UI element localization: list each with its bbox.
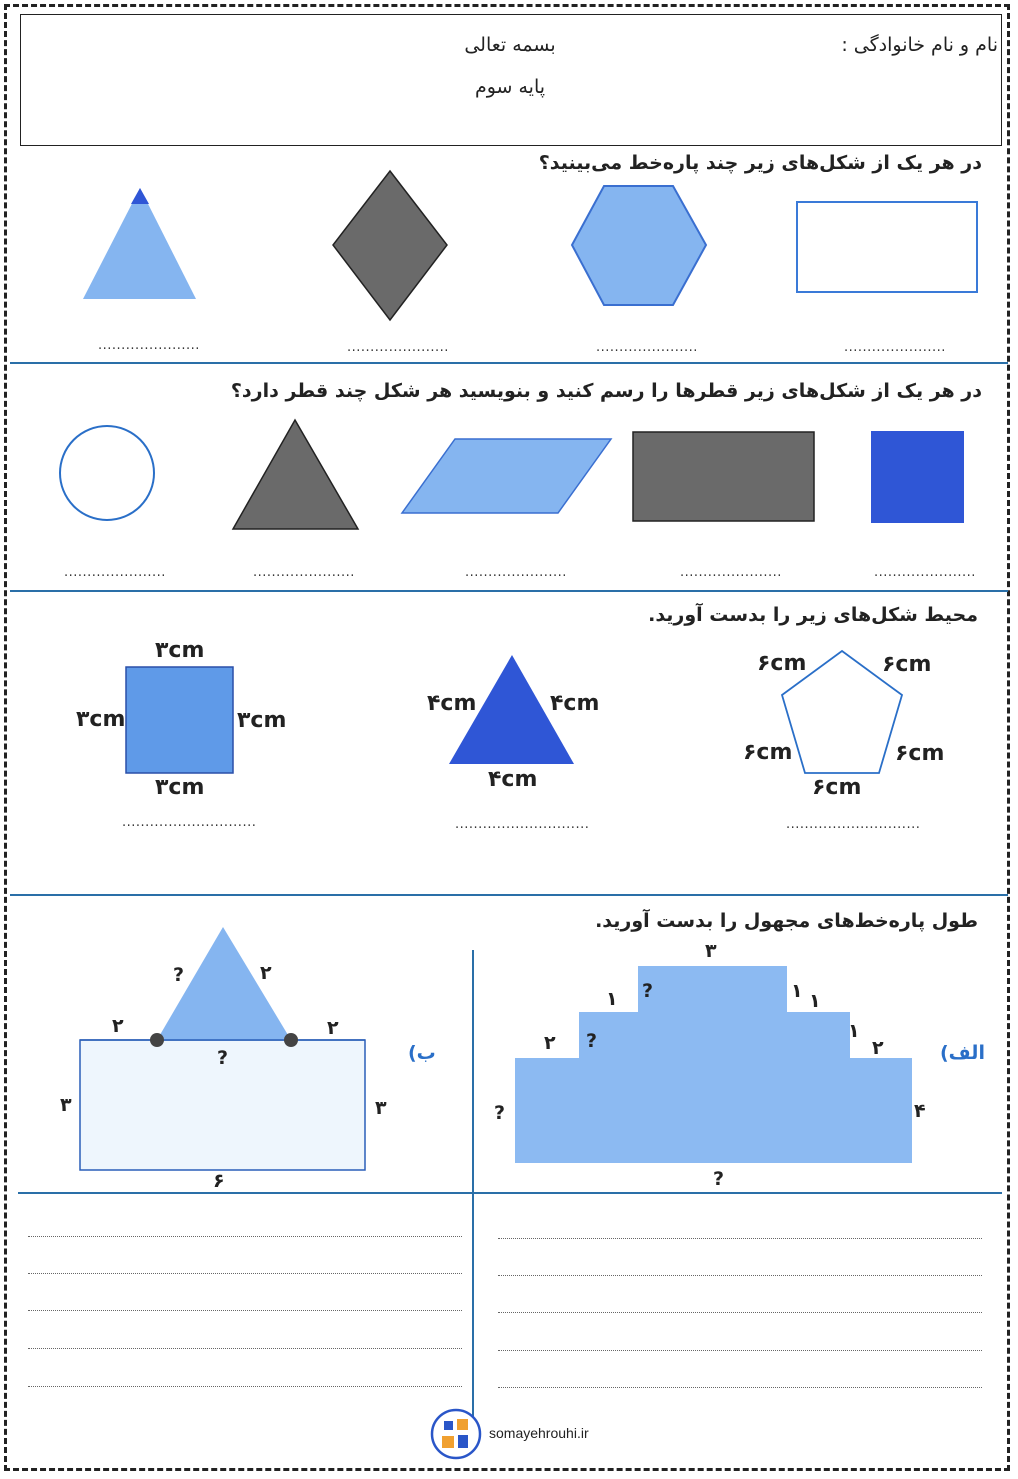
writing-line-b-1[interactable] <box>28 1236 462 1237</box>
part-a-bottom: ? <box>713 1168 725 1190</box>
triangle-bottom-label: ۴cm <box>488 767 538 792</box>
square-top-label: ۳cm <box>155 638 205 663</box>
answer-blank-gray-rectangle[interactable]: ...................... <box>680 565 782 580</box>
triangle-left-label: ۴cm <box>427 691 477 716</box>
triangle-right-label: ۴cm <box>550 691 600 716</box>
part-a-top-label: ۳ <box>705 940 717 962</box>
part-a-left-side: ? <box>494 1102 506 1124</box>
question-2: در هر یک از شکل‌های زیر قطرها را رسم کنید و بنویسید هر شکل چند قطر دارد؟ <box>230 380 982 402</box>
answer-blank-circle[interactable]: ...................... <box>64 565 166 580</box>
part-a-left-question: ? <box>586 1030 598 1052</box>
part-a-step-one-a: ۱ <box>606 988 618 1010</box>
square-left-label: ۳cm <box>76 707 126 732</box>
part-a-label: الف) <box>940 1042 985 1064</box>
pentagon-top-right-label: ۶cm <box>882 652 932 677</box>
part-b-middle: ? <box>217 1047 229 1069</box>
part-b-bottom: ۶ <box>213 1170 225 1192</box>
answer-blank-pentagon[interactable]: ............................. <box>786 817 921 832</box>
pentagon-mid-left-label: ۶cm <box>743 740 793 765</box>
answer-blank-blue-triangle[interactable]: ............................. <box>455 817 590 832</box>
pentagon-top-left-label: ۶cm <box>757 651 807 676</box>
pentagon-bottom-label: ۶cm <box>812 775 862 800</box>
part-a-step-question: ? <box>642 980 654 1002</box>
square-right-label: ۳cm <box>237 708 287 733</box>
part-a-right-two: ۲ <box>872 1037 884 1059</box>
writing-line-b-4[interactable] <box>28 1348 462 1349</box>
part-b-right-side: ۳ <box>375 1097 387 1119</box>
writing-line-a-4[interactable] <box>498 1350 982 1351</box>
left-vertex-dot <box>150 1033 164 1047</box>
part-a-left-two: ۲ <box>544 1032 556 1054</box>
answer-blank-square[interactable]: ...................... <box>874 565 976 580</box>
answer-blank-rectangle[interactable]: ...................... <box>844 340 946 355</box>
writing-line-a-2[interactable] <box>498 1275 982 1276</box>
grade-label: پایه سوم <box>474 76 546 98</box>
part-a-step-one-c: ۱ <box>809 990 821 1012</box>
square-bottom-label: ۳cm <box>155 775 205 800</box>
writing-line-a-1[interactable] <box>498 1238 982 1239</box>
student-name-label: نام و نام خانوادگی : <box>841 34 998 56</box>
writing-line-b-3[interactable] <box>28 1310 462 1311</box>
answer-blank-parallelogram[interactable]: ...................... <box>465 565 567 580</box>
part-b-tri-left: ? <box>173 964 185 986</box>
question-1: در هر یک از شکل‌های زیر چند پاره‌خط می‌بینید؟ <box>538 152 982 174</box>
site-logo-icon <box>430 1408 482 1460</box>
answer-blank-hexagon[interactable]: ...................... <box>596 340 698 355</box>
part-b-label: ب) <box>408 1042 436 1064</box>
part-b-left-side: ۳ <box>60 1094 72 1116</box>
question-3: محیط شکل‌های زیر را بدست آورید. <box>648 604 978 626</box>
answer-blank-triangle[interactable]: ...................... <box>98 338 200 353</box>
part-b-top-left: ۲ <box>112 1015 124 1037</box>
part-b-top-right: ۲ <box>327 1017 339 1039</box>
answer-blank-gray-triangle[interactable]: ...................... <box>253 565 355 580</box>
part-a-step-one-d: ۱ <box>848 1020 860 1042</box>
answer-blank-blue-square[interactable]: ............................. <box>122 815 257 830</box>
part-b-tri-right: ۲ <box>260 962 272 984</box>
writing-line-a-3[interactable] <box>498 1312 982 1313</box>
right-vertex-dot <box>284 1033 298 1047</box>
writing-line-a-5[interactable] <box>498 1387 982 1388</box>
answer-blank-rhombus[interactable]: ...................... <box>347 340 449 355</box>
pentagon-mid-right-label: ۶cm <box>895 741 945 766</box>
writing-line-b-5[interactable] <box>28 1386 462 1387</box>
website-url[interactable]: somayehrouhi.ir <box>489 1425 589 1441</box>
part-a-step-one-b: ۱ <box>791 980 803 1002</box>
question-4: طول پاره‌خط‌های مجهول را بدست آورید. <box>595 910 978 932</box>
writing-line-b-2[interactable] <box>28 1273 462 1274</box>
part-a-right-side: ۴ <box>914 1100 926 1122</box>
page-title: بسمه تعالی <box>464 34 556 56</box>
stepped-shape <box>515 966 912 1163</box>
